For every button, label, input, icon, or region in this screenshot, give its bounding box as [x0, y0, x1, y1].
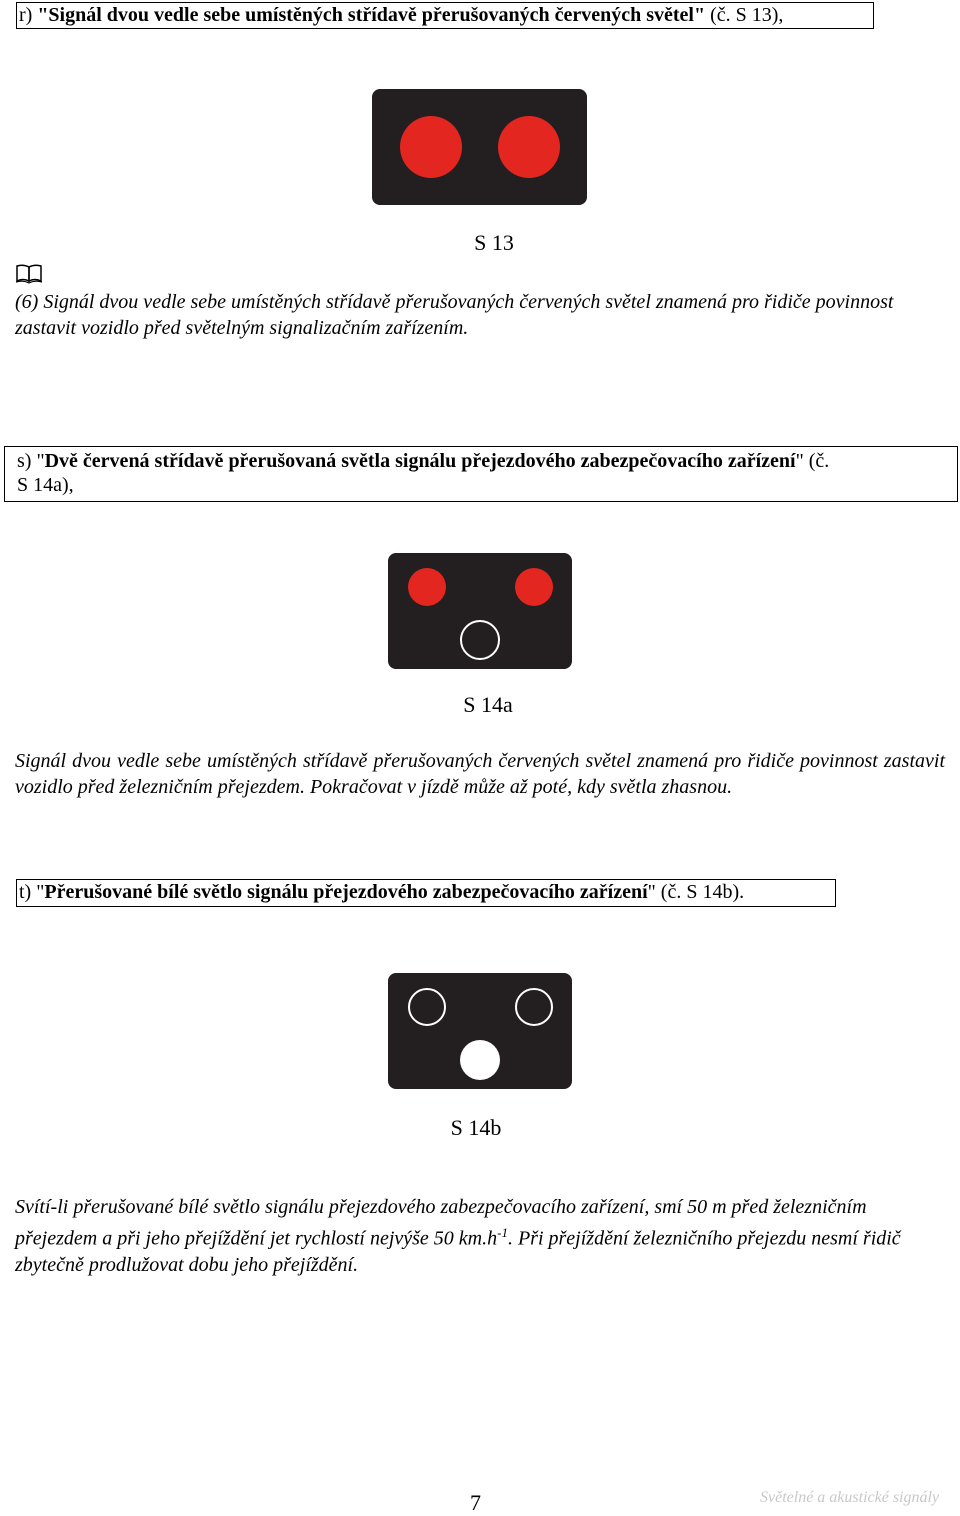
caption-s14b: S 14b — [450, 1115, 502, 1140]
section-r-heading-suffix: (č. S 13), — [705, 4, 784, 26]
section-s-heading-suffix: " (č. — [795, 450, 830, 472]
signal-s14a-right-red-lamp — [515, 568, 553, 606]
signal-s14a — [388, 553, 572, 669]
section-r-heading-title: "Signál dvou vedle sebe umístěných střídavě přerušovaných červených světel" — [37, 4, 706, 26]
section-s-heading-prefix: s) " — [17, 450, 45, 472]
section-s-paragraph: Signál dvou vedle sebe umístěných střídavě přerušovaných červených světel znamená pro řidiče povinnost zastavit vozidlo před železničním přejezdem. Pokračovat v jízdě může až poté, kdy světla zhasnou. — [15, 750, 945, 798]
book-icon — [15, 263, 43, 285]
signal-s14a-white-lamp-off — [460, 620, 500, 660]
signal-s14b-white-lamp-on — [460, 1040, 500, 1080]
section-s-heading-title: Dvě červená střídavě přerušovaná světla signálu přejezdového zabezpečovacího zařízení — [44, 450, 796, 472]
signal-s14b — [388, 973, 572, 1089]
signal-s14b-right-lamp-off — [515, 988, 553, 1026]
signal-s13-left-red-lamp — [400, 116, 462, 178]
section-s-heading-line2: S 14a), — [17, 474, 74, 496]
signal-s13-right-red-lamp — [498, 116, 560, 178]
section-r-heading — [16, 2, 874, 29]
section-t-paragraph-superscript: -1 — [497, 1225, 508, 1240]
signal-s13 — [372, 89, 587, 205]
footer-title: Světelné a akustické signály — [760, 1489, 940, 1506]
section-t-heading-title: Přerušované bílé světlo signálu přejezdového zabezpečovacího zařízení — [44, 881, 648, 903]
section-t-paragraph-part2: . Při přejíždění železničního přejezdu nesmí řidič zbytečně prodlužovat dobu jeho přejíždění. — [15, 1227, 901, 1276]
section-r-heading-prefix: r) — [19, 4, 38, 26]
section-s-heading-line1 — [17, 449, 957, 473]
section-s-heading — [4, 446, 958, 502]
section-t-heading-suffix: " (č. S 14b). — [647, 881, 745, 903]
signal-s14a-left-red-lamp — [408, 568, 446, 606]
section-t-heading-prefix: t) " — [19, 881, 45, 903]
section-r-paragraph: (6) Signál dvou vedle sebe umístěných střídavě přerušovaných červených světel znamená pro řidiče povinnost zastavit vozidlo před světelným signalizačním zařízením. — [15, 291, 894, 339]
caption-s14a: S 14a — [463, 692, 513, 717]
caption-s13: S 13 — [474, 230, 514, 255]
signal-s14b-left-lamp-off — [408, 988, 446, 1026]
section-t-paragraph — [15, 1194, 945, 1278]
section-t-paragraph-part1: Svítí-li přerušované bílé světlo signálu přejezdového zabezpečovacího zařízení, smí 50 m před železničním přejezdem a při jeho přejíždění jet rychlostí nejvýše 50 km.h — [15, 1196, 867, 1250]
section-t-heading — [16, 879, 836, 907]
page-number: 7 — [470, 1490, 481, 1515]
